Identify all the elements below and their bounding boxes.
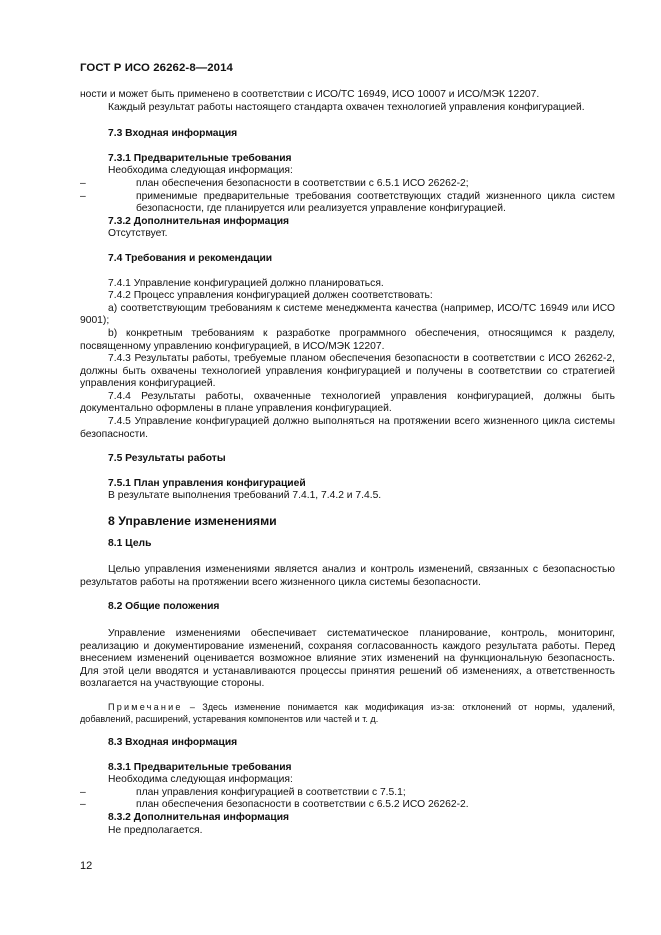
chapter-heading: 8 Управление изменениями — [108, 514, 277, 529]
note-text: – Здесь изменение понимается как модификация из-за: отклонений от нормы, удалений, добавлений, расширений, устаревания компонентов или частей и т. д. — [80, 701, 615, 724]
list-item-text: применимые предварительные требования соответствующих стадий жизненного цикла систем безопасности, где планируется или реализуется управление конфигурацией. — [136, 190, 615, 215]
note-label: Примечание — [108, 701, 183, 712]
section-heading: 7.3.1 Предварительные требования — [108, 152, 292, 164]
list-item — [80, 178, 615, 191]
paragraph: Управление изменениями обеспечивает систематическое планирование, контроль, мониторинг, реализацию и документирование изменений, сохраняя согласованность каждого результата работы. Перед внесением изменений оценивается возможное влияние этих изменений на функциональную безопасность. Для этой цели вводятся и устанавливаются процессы принятия решений об изменениях, а ответственность возлагается на участвующие стороны. — [80, 628, 615, 690]
paragraph: Каждый результат работы настоящего стандарта охвачен технологией управления конфигурацией. — [108, 101, 585, 113]
note — [80, 701, 615, 725]
list-item — [80, 787, 615, 800]
paragraph: Необходима следующая информация: — [108, 774, 293, 786]
paragraph: 7.4.1 Управление конфигурацией должно планироваться. — [108, 277, 384, 289]
section-heading: 8.1 Цель — [108, 537, 152, 549]
paragraph: Отсутствует. — [108, 228, 168, 240]
dash-marker: – — [80, 799, 86, 811]
section-heading: 8.3.2 Дополнительная информация — [108, 811, 290, 823]
dash-marker: – — [80, 786, 86, 798]
section-heading: 7.4 Требования и рекомендации — [108, 252, 273, 264]
paragraph: ности и может быть применено в соответствии с ИСО/ТС 16949, ИСО 10007 и ИСО/МЭК 12207. — [80, 89, 540, 100]
paragraph: 7.4.5 Управление конфигурацией должно выполняться на протяжении всего жизненного цикла системы безопасности. — [80, 416, 615, 440]
list-item-text: план обеспечения безопасности в соответствии с 6.5.1 ИСО 26262-2; — [136, 177, 469, 189]
paragraph: В результате выполнения требований 7.4.1, 7.4.2 и 7.4.5. — [108, 490, 382, 502]
paragraph: 7.4.2 Процесс управления конфигурацией должен соответствовать: — [108, 290, 433, 302]
page-header: ГОСТ Р ИСО 26262-8—2014 — [80, 62, 233, 74]
list-item — [80, 191, 615, 216]
paragraph: Необходима следующая информация: — [108, 165, 293, 177]
section-heading: 8.3 Входная информация — [108, 736, 238, 748]
list-item-text: план управления конфигурацией в соответствии с 7.5.1; — [136, 786, 406, 798]
section-heading: 7.3.2 Дополнительная информация — [108, 215, 290, 227]
paragraph: 7.4.4 Результаты работы, охваченные технологией управления конфигурацией, должны быть документально оформлены в плане управления конфигурацией. — [80, 390, 615, 415]
paragraph: b) конкретным требованиям к разработке программного обеспечения, относящимся к разделу, посвященному управлению конфигурацией, в ИСО/МЭК 12207. — [80, 327, 615, 352]
section-heading: 7.5.1 План управления конфигурацией — [108, 477, 306, 489]
list-item — [80, 799, 615, 812]
section-heading: 7.3 Входная информация — [108, 128, 238, 140]
dash-marker: – — [80, 190, 86, 202]
paragraph: Не предполагается. — [108, 824, 203, 836]
page-content — [80, 89, 615, 837]
section-heading: 7.5 Результаты работы — [108, 453, 226, 465]
section-heading: 8.2 Общие положения — [108, 601, 220, 613]
paragraph: 7.4.3 Результаты работы, требуемые планом обеспечения безопасности в соответствии с ИСО 26262-2, должны быть охвачены технологией управления конфигурацией и получены в соответствии со стратегией управления конфигурацией. — [80, 353, 615, 390]
section-heading: 8.3.1 Предварительные требования — [108, 761, 292, 773]
dash-marker: – — [80, 177, 86, 189]
paragraph: a) соответствующим требованиям к системе менеджмента качества (например, ИСО/ТС 16949 или ИСО 9001); — [80, 302, 615, 327]
paragraph: Целью управления изменениями является анализ и контроль изменений, связанных с безопасностью результатов работы на протяжении всего жизненного цикла системы безопасности. — [80, 564, 615, 588]
page-number: 12 — [80, 860, 93, 872]
list-item-text: план обеспечения безопасности в соответствии с 6.5.2 ИСО 26262-2. — [136, 799, 469, 811]
